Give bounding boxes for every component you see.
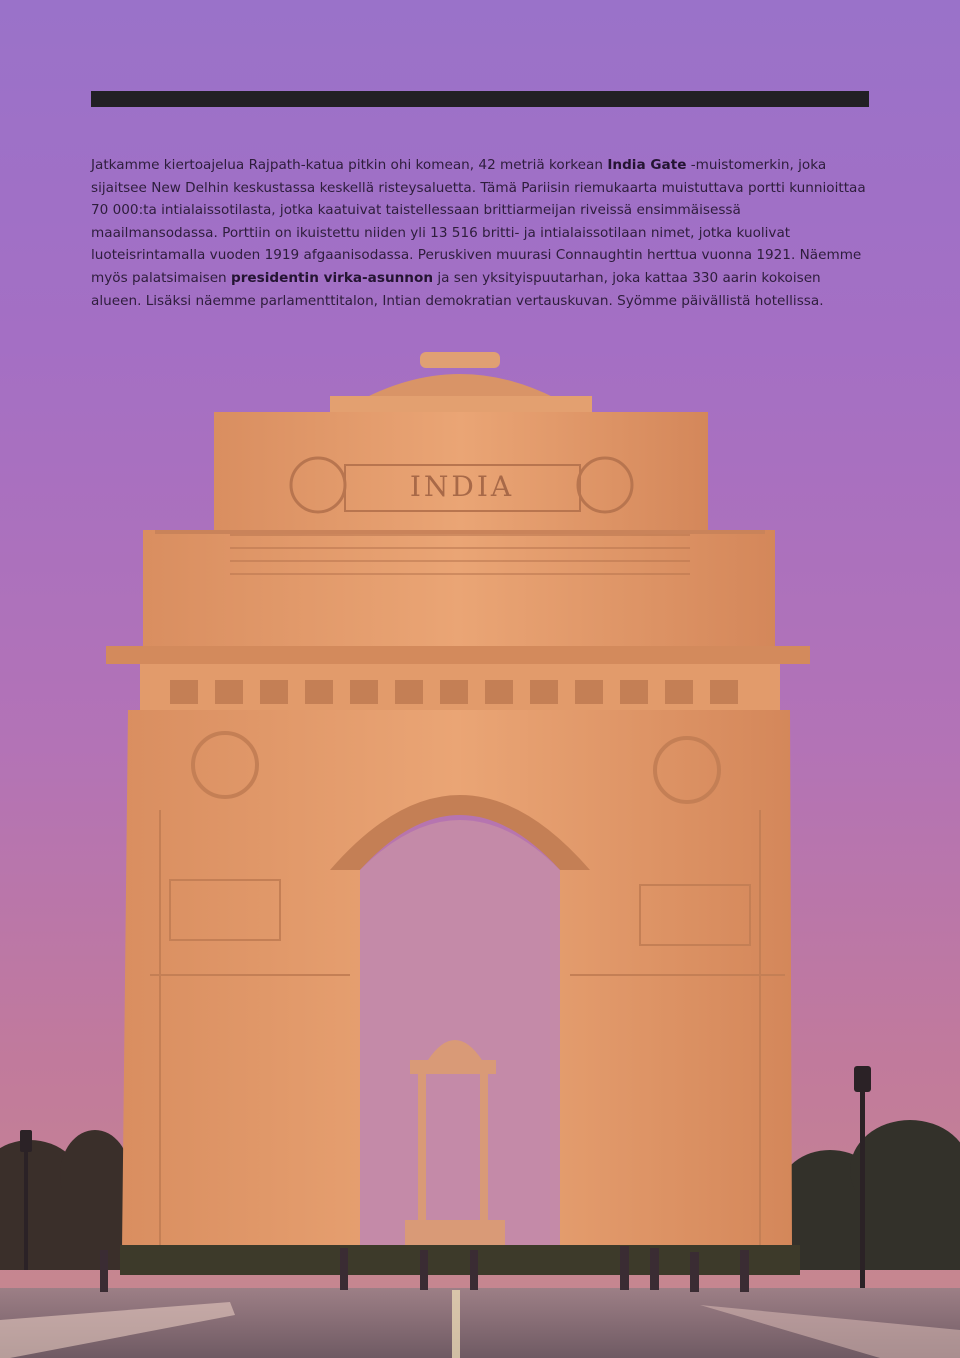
intro-bold-presidential-residence: presidentin virka-asunnon <box>231 269 433 286</box>
intro-text-1: Jatkamme kiertoajelua Rajpath-katua pitkin ohi komean, 42 metriä korkean <box>91 157 608 173</box>
gate-inscription-text: INDIA <box>409 470 515 503</box>
india-gate-photo <box>0 330 960 1358</box>
india-gate-illustration <box>0 330 960 1358</box>
intro-bold-india-gate: India Gate <box>607 157 687 173</box>
trees-right <box>780 1120 960 1270</box>
intro-text-2: -muistomerkin, joka sijaitsee New Delhin keskustassa keskellä risteysaluetta. Tämä Pariisin riemukaarta muistuttava portti kunnioittaa 70 000:ta intialaissotilasta, jotka kaatuivat taistellessaan brittiarmeijan riveissä ensimmäisessä maailmansodassa. Porttiin on ikuistettu niiden yli 13 516 britti- ja intialaissotilaan nimet, jotka kuolivat luoteisrintamalla vuoden 1919 afgaanisodassa. Peruskiven muurasi Connaughtin herttua vuonna 1921. Näemme myös palatsimaisen <box>91 157 866 286</box>
gate-dome <box>330 352 592 416</box>
gate-cornice <box>106 646 810 664</box>
intro-text-3: ja sen yksityispuutarhan, joka kattaa 330 aarin kokoisen alueen. Lisäksi näemme parlamenttitalon, Intian demokratian vertauskuvan. Syömme päivällistä hotellissa. <box>91 269 824 309</box>
header-bar <box>91 91 869 107</box>
intro-paragraph <box>91 154 871 312</box>
trees-left <box>0 1130 130 1270</box>
gate-arch-opening <box>360 820 560 1250</box>
